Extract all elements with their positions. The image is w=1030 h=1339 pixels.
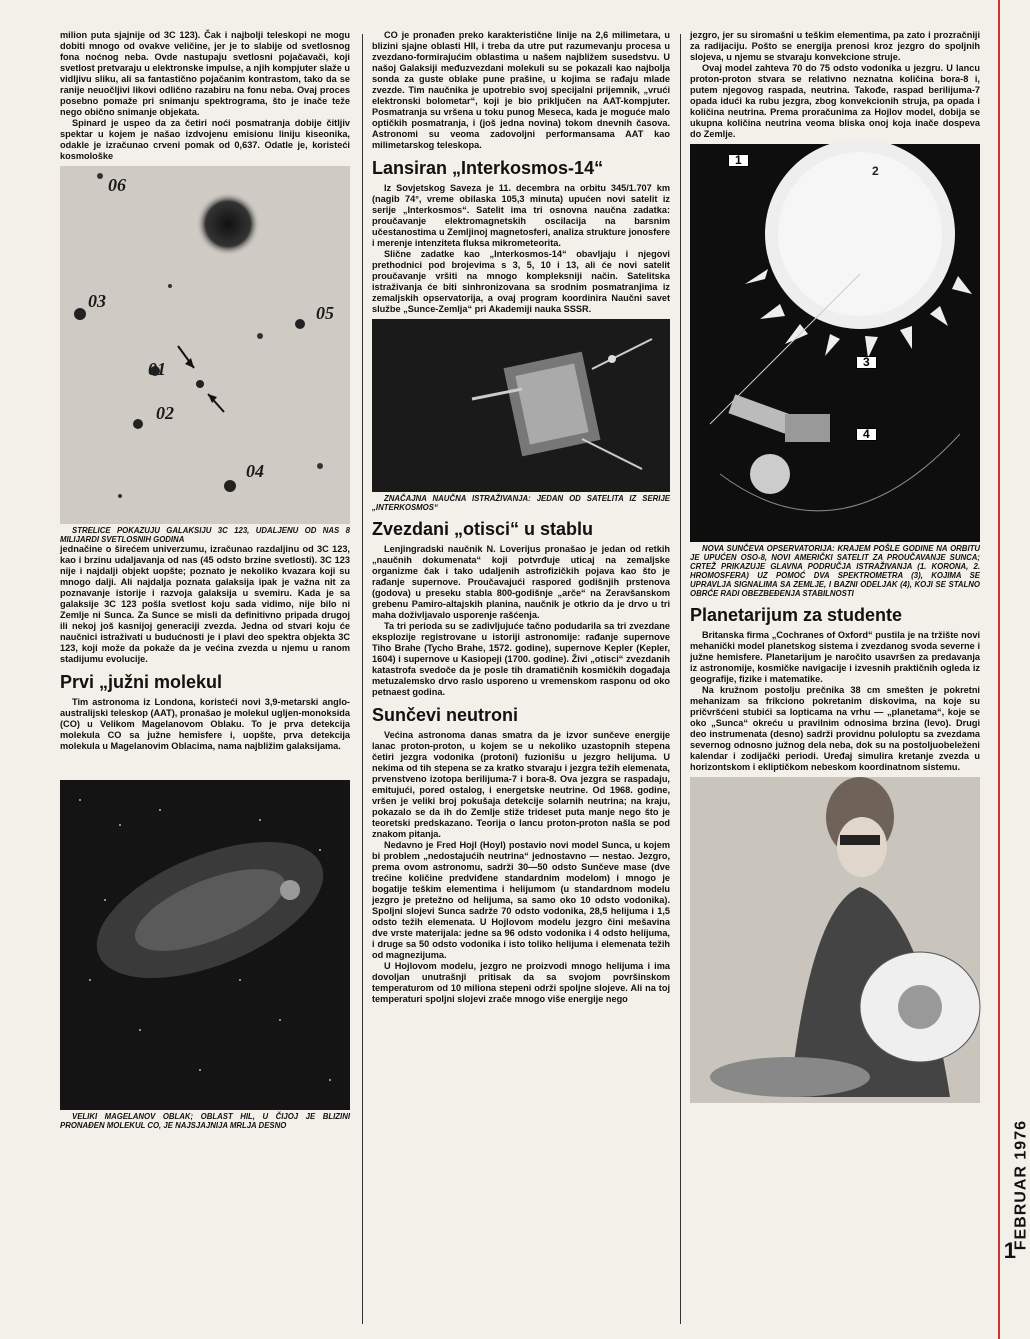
section-heading: Planetarijum za studente: [690, 605, 903, 625]
page-number: 1: [1003, 1238, 1016, 1263]
paragraph: milion puta sjajnije od 3C 123). Čak i najbolji teleskopi ne mogu dobiti mnogo od ovakve veličine, jer je to slabije od svetlosnog fona noćnog neba. Ovde nastupaju svetlosni pojačavači, koji svetlost pretvaraju u elektronske impulse, a njih kompjuter slaže u vidljivu sliku, ali sa fantastično pojačanim kontrastom, tako da se ranije neuočljivi likovi odlično razabiru na fonu neba. Ovaj proces posebno pomaže pri snimanju spektrograma, što je inače teže nego obično snimanje objekata.: [60, 30, 351, 117]
paragraph: Spinard je uspeo da za četiri noći posmatranja dobije čitljiv spektar u kojem je našao izdvojenu emisionu liniju kiseonika, odakle je izračunao crveni pomak od 0,637. Odatle je, koristeći kosmološke: [60, 118, 350, 161]
paragraph: U Hojlovom modelu, jezgro ne proizvodi mnogo helijuma i ima dovoljan unutrašnji pritisak da sa svojom površinskom temperaturom od 10 miliona stepeni održi spoljne slojeve. Ali na toj temperaturi spoljni slojevi zrače mnogo više energije nego: [372, 961, 670, 1004]
object-label-03: 03: [88, 291, 106, 311]
paragraph: Ovaj model zahteva 70 do 75 odsto vodonika u jezgru. U lancu proton-proton stvara se relativno neznatna količina bora-8 i, putem njegovog raspada, neutrina. Takođe, raspad berilijuma-7 opada idući ka rubu jezgra, zbog konvekcionih struja, pa opada i količina neutrina. Prema proračunima za Hojlov model, dobija se ukupna količina neutrina veoma bliska onoj koja inače dospeva do Zemlje.: [690, 63, 980, 139]
paragraph: Lenjingradski naučnik N. Loverijus pronašao je jedan od retkih „naučnih dokumenata“ koji potvrđuje uticaj na zemaljske organizme čak i tako udaljenih astrofizičkih pojava kao što je rađanje supernove. Proučavajući raspored godišnjih prstenova (godova) u preseku stabla 800-godišnje „arče“ na Zeravšanskom grebenu Pamiro-altajskih planina, naučnik je otkrio da je drvo u tri maha doživljavalo usporenje rašćenja.: [372, 544, 670, 620]
section-heading: Lansiran „Interkosmos-14“: [372, 158, 604, 178]
paragraph: Ta tri perioda su se zadivljujuće tačno podudarila sa tri zvezdane eksplozije registrovane u istoriji astronomije: rađanje supernove Tiho Brahe (Tycho Brahe, 1572. godine), supernove Kepler (Kepler, 1604) i supernove u Kasiopeji (1700. godine). Živi „otisci“ zvezdanih katastrofa svedoče da je posle tih dramatičnih kosmičkih događaja metuzalemsko drvo raslo usporeno u vremenskom rasponu od oko petnaest godina.: [372, 621, 670, 697]
paragraph: Iz Sovjetskog Saveza je 11. decembra na orbitu 345/1.707 km (nagib 74°, vreme obilaska 105,3 minuta) upućen novi satelit iz serije „Interkosmos“. Satelit ima tri osnovna naučna zadatka: proučavanje elektromagnetskih oscilacija na barsnim učestanostima u Zemljinoj magnetosferi, analiza strukture jonosfere i merenje intenziteta fluksa mikrometeorita.: [372, 183, 670, 248]
column-divider: [680, 34, 681, 1324]
paragraph: Slične zadatke kao „Interkosmos-14“ obavljaju i njegovi prethodnici pod brojevima s 3, 5, 10 i 13, ali će novi satelit proučavanje vršiti na mnogo kompleksniji način. Satelitska istraživanja će biti sinhronizovana sa srodnim posmatranjima iz zemaljskih opservatorija, a ovaj program koordinira Naučni savet službe „Sunce-Zemlja“ pri Akademiji nauka SSSR.: [372, 249, 670, 314]
photo-caption: NOVA SUNČEVA OPSERVATORIJA: KRAJEM POŠLE GODINE NA ORBITU JE UPUĆEN OSO-8, NOVI AMERIČKI SATELIT ZA PROUČAVANJE SUNCA; CRTEŽ PRIKAZUJE GLAVNA PODRUČJA ISTRAŽIVANJA (1. KORONA, 2. HROMOSFERA) UZ POMOĆ DVA SPEKTROMETRA (3), KOJIMA SE UPRAVLJA SIGNALIMA SA ZEMLJE, I BAZNI ODELJAK (4), KOJI SE STALNO OBRĆE RADI OBEZBEĐENJA STABILNOSTI: [690, 544, 980, 598]
diagram-label-1: 1: [728, 154, 749, 167]
galaxy-field-image: [60, 166, 350, 524]
column-1: [60, 30, 350, 1130]
section-heading: Zvezdani „otisci“ u stablu: [372, 519, 594, 539]
oso8-drawing: [690, 144, 980, 542]
photo-caption: STRELICE POKAZUJU GALAKSIJU 3C 123, UDALJENU OD NAS 8 MILIJARDI SVETLOSNIH GODINA: [60, 526, 350, 544]
paragraph: CO je pronađen preko karakteristične linije na 2,6 milimetara, u blizini sjajne oblasti HII, i treba da utre put razumevanju procesa u zvezdano-formirajućim oblastima u našem najbližem susedstvu. U našoj Galaksiji međuzvezdani molekuli su se pokazali kao najbolja sonda za guste oblake pune prašine, u kojima se rađaju mlade zvezde. Tim naučnika je upotrebio svoj specijalni prijemnik, „vrući elektronski bolometar“, koji je bio priključen na AAT-kompjuter. Posmatranja su vršena u toku punog Meseca, kada je moguće malo optičkih posmatranja, i (još jedna novina) tokom dnevnih časova. Astronomi su veoma zadovoljni performansama AAT kao milimetarskog teleskopa.: [372, 30, 670, 150]
paragraph: jednačine o širećem univerzumu, izračunao razdaljinu od 3C 123, kao i brzinu udaljavanja od nas (45 odsto brzine svetlosti). 3C 123 nije i najdalji objekt uopšte; poznato je nekoliko kvazara koji su mnogo dalji. Ali najdalja poznata galaksija ipak je važna nit za poznavanje istorije i razvoja galaksija u svemiru. Kada je sa galaksije 3C 123 pošla svetlost koju sada vidimo, nije bilo ni Zemlje ni Sunca. Za Sunce se misli da definitivno pripada drugoj ili nekoj još kasnijoj generaciji zvezda. Jedna od stvari koju će naučnici istraživati u budućnosti je i plavi deo spektra objekta 3C 123, koji može da pokaže da je većina zvezda u njemu u ranom stadijumu evolucije.: [60, 544, 350, 664]
diagram-label-3: 3: [856, 356, 877, 369]
sun-observatory-diagram: [690, 144, 980, 542]
object-label-06: 06: [108, 175, 126, 195]
man-with-planetarium-image: [690, 777, 980, 1103]
photo-caption: VELIKI MAGELANOV OBLAK; OBLAST HIL, U ČIJOJ JE BLIZINI PRONAĐEN MOLEKUL CO, JE NAJSJAJNIJA MRLJA DESNO: [60, 1112, 350, 1130]
paragraph: Većina astronoma danas smatra da je izvor sunčeve energije lanac proton-proton, u kojem se u nekoliko uzastopnih stepena četiri jezgra vodonika (protoni) fuzionišu u jezgro helijuma. U nekima od tih stepena se za kratko stvaraju i jezgra težih elemenata, prvenstveno izotopa berilijuma-7 i bora-8. Ova jezgra se raspadaju, emitujući, pored ostalog, i energetske neutrine. Od 1968. godine, vršen je veliki broj pokušaja detekcije solarnih neutrina; na kraju, pokazalo se da ih do Zemlje stiže trideset puta manje nego što je teoretski predskazano. Teorija o lancu proton-proton našla se pod znakom pitanja.: [372, 730, 670, 839]
magellanic-cloud-photo: [60, 780, 350, 1110]
planetarium-photo: [690, 777, 980, 1103]
column-2: [372, 30, 670, 1005]
photo-caption: ZNAČAJNA NAUČNA ISTRAŽIVANJA: JEDAN OD SATELITA IZ SERIJE „INTERKOSMOS“: [372, 494, 670, 512]
magellanic-cloud-image: [60, 780, 350, 1110]
object-label-01: 01: [148, 359, 166, 379]
object-label-05: 05: [316, 303, 334, 323]
interkosmos-satellite-image: [372, 319, 670, 492]
column-3: [690, 30, 980, 1105]
object-label-02: 02: [156, 403, 174, 423]
paragraph: Na kružnom postolju prečnika 38 cm smešten je pokretni mehanizam sa frikciono pokretanim diskovima, na koje su pričvršćeni stubići sa lopticama na vrhu — „planetama“, koje se oko „Sunca“ okreću u pravilnim odnosima brzina (levo). Drugi deo instrumenata (desno) sadrži providnu poluloptu sa zvezdama severnog odnosno južnog dela neba, dok su na postoljuobeleženi kalendar i zodijački periodi. Uređaj simulira kretanje zvezda u horizontskom i ekliptičkom nebeskom koordinatnom sistemu.: [690, 685, 980, 772]
paragraph: jezgro, jer su siromašni u teškim elementima, pa zato i prozračniji za radijaciju. Pošto se energija prenosi kroz jezgro do spoljnih slojeva, u njemu se stvaraju konvekcione struje.: [690, 30, 980, 62]
paragraph: Britanska firma „Cochranes of Oxford“ pustila je na tržište novi mehanički model planetskog sistema i zvezdanog svoda severne i južne hemisfere. Planetarijum je naročito usavršen za predavanja iz astronomije, kosmičke navigacije i izvesnih praktičnih ogleda iz geografije, fizike i matematike.: [690, 630, 980, 684]
column-divider: [362, 34, 363, 1324]
diagram-label-2: 2: [872, 164, 879, 178]
satellite-photo: [372, 319, 670, 492]
section-heading: Prvi „južni molekul: [60, 672, 223, 692]
paragraph: Tim astronoma iz Londona, koristeći novi 3,9-metarski anglo-australijski teleskop (AAT), pronašao je molekul ugljen-monoksida (CO) u Velikom Magelanovom Oblaku. To je prva detekcija molekula CO sa južne hemisfere i, uopšte, prva detekcija molekula u Magelanovim Oblacima, nama najbližim galaksijama.: [60, 697, 350, 751]
galaxy-photo: [60, 166, 350, 524]
diagram-label-4: 4: [856, 428, 877, 441]
issue-date: FEBRUAR 1976: [1012, 1120, 1029, 1251]
object-label-04: 04: [246, 461, 264, 481]
section-heading: Sunčevi neutroni: [372, 705, 519, 725]
paragraph: Nedavno je Fred Hojl (Hoyl) postavio novi model Sunca, u kojem bi problem „nedostajućih neutrina“ jednostavno — nestao. Jezgro, prema ovom astronomu, sadrži 30—50 odsto Sunčeve mase (dve trećine količine predviđene standardnim modelom) i mnogo je bogatije teškim elementima i helijumom (u standardnom modelu jezgro je pretežno od helijuma, sa samo oko 10 odsto vodonika). Spoljni slojevi Sunca sadrže 70 odsto vodonika, 28,5 helijuma i 1,5 odsto težih elemenata. U Hojlovom modelu jezgro čini mešavina dve vrste materijala: jedne sa 96 odsto vodonika i 4 odsto helijuma, i druge sa 50 odsto vodonika i isto toliko helijuma i elemenata težih od magnezijuma.: [372, 840, 670, 960]
